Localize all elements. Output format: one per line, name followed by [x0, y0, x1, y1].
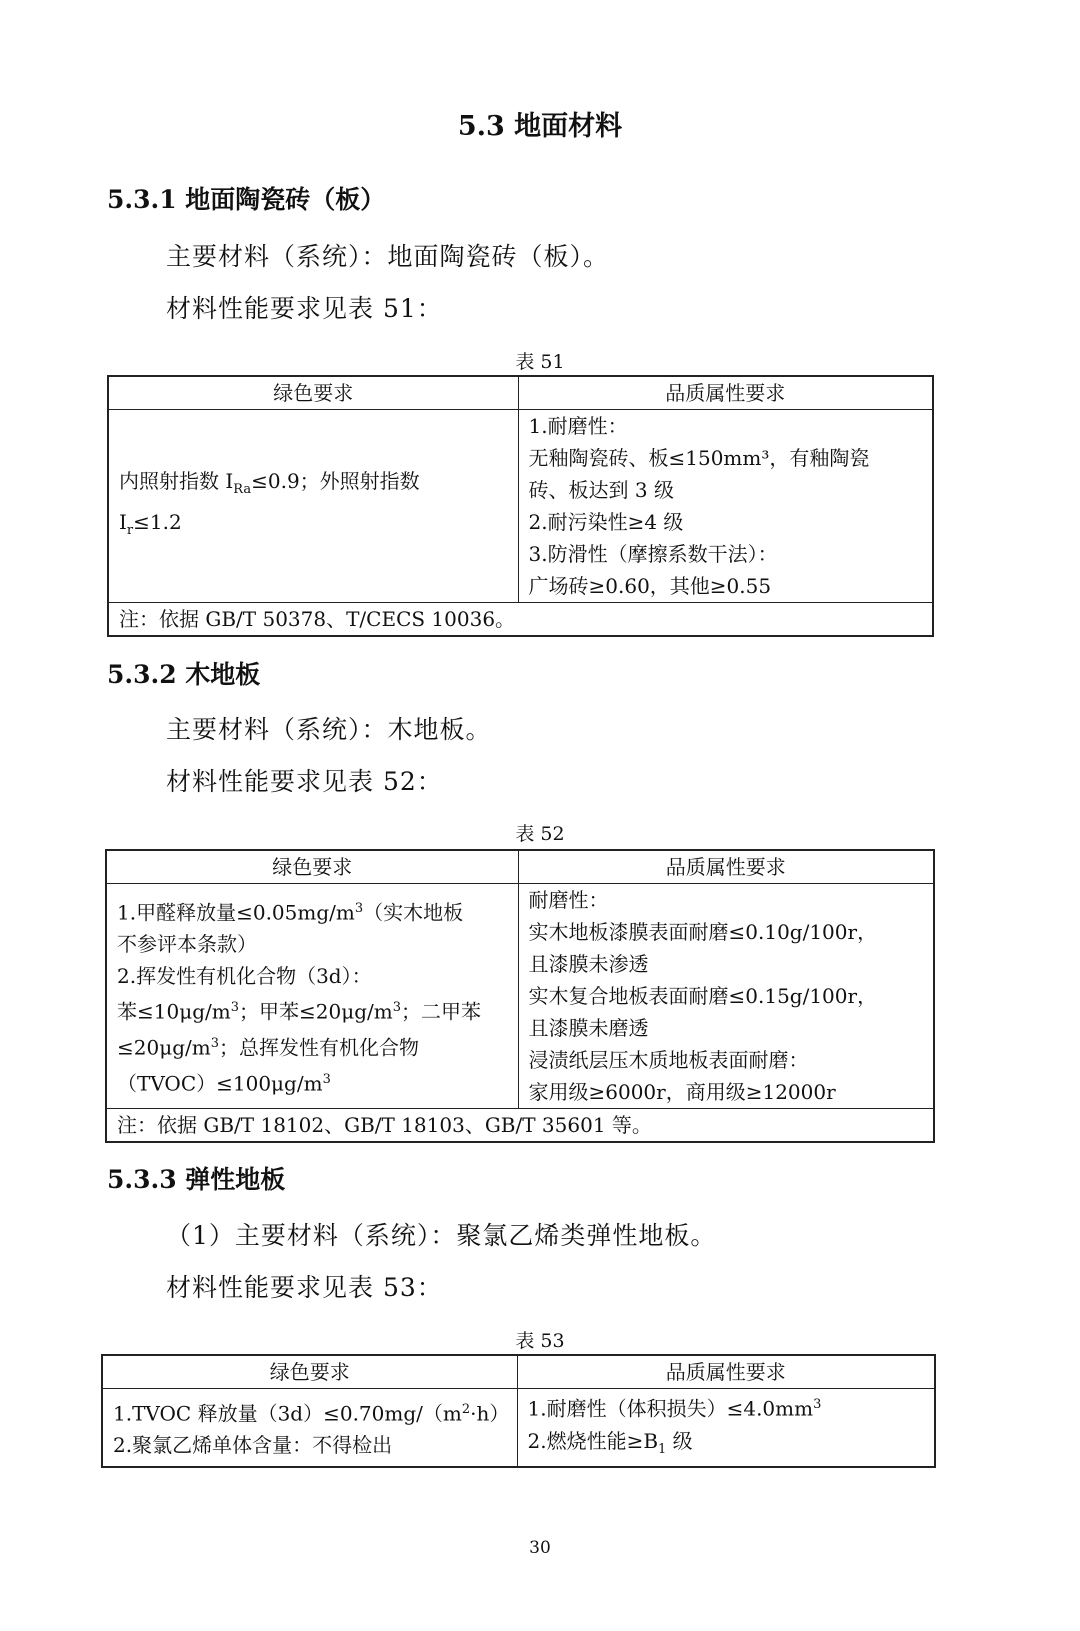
table-51-quality-cell: 1.耐磨性： 无釉陶瓷砖、板≤150mm³，有釉陶瓷 砖、板达到 3 级 2.耐污染性≥4 级 3.防滑性（摩擦系数干法）： 广场砖≥0.60，其他≥0.55 [518, 410, 933, 603]
table-caption-53: 表 53 [515, 1330, 565, 1352]
table-52-header-quality: 品质属性要求 [518, 850, 934, 884]
main-material-532: 主要材料（系统）：木地板。 [166, 715, 492, 744]
table-51-header-green: 绿色要求 [108, 376, 518, 410]
table-52-header-green: 绿色要求 [106, 850, 518, 884]
perf-ref-532: 材料性能要求见表 52： [166, 767, 443, 796]
table-52-note: 注：依据 GB/T 18102、GB/T 18103、GB/T 35601 等。 [106, 1109, 934, 1143]
page-number: 30 [529, 1538, 551, 1558]
main-material-531: 主要材料（系统）：地面陶瓷砖（板）。 [166, 242, 610, 271]
table-53-green-cell: 1.TVOC 释放量$(3d)\le 0.70mg/(m^2\cdot h)$ 2.聚氯乙烯单体含量：不得检出 [102, 1389, 517, 1467]
table-51-header-quality: 品质属性要求 [518, 376, 933, 410]
table-caption-52: 表 52 [515, 823, 565, 845]
perf-ref-531: 材料性能要求见表 51： [166, 294, 443, 323]
main-material-533: （1）主要材料（系统）：聚氯乙烯类弹性地板。 [166, 1221, 717, 1250]
perf-ref-533: 材料性能要求见表 53： [166, 1273, 443, 1302]
subsection-heading-532: 5.3.2 木地板 [107, 660, 261, 689]
table-53 [101, 1354, 936, 1468]
table-52-quality-cell: 耐磨性： 实木地板漆膜表面耐磨≤0.10g/100r， 且漆膜未渗透 实木复合地板表面耐磨≤0.15g/100r， 且漆膜未磨透 浸渍纸层压木质地板表面耐磨： 家用级≥6000r，商用级≥12000r [518, 884, 934, 1109]
table-53-header-green: 绿色要求 [102, 1355, 517, 1389]
table-caption-51: 表 51 [515, 351, 565, 373]
subsection-heading-533: 5.3.3 弹性地板 [107, 1165, 286, 1194]
section-title: 5.3 地面材料 [457, 111, 623, 142]
table-53-header-quality: 品质属性要求 [517, 1355, 935, 1389]
table-52 [105, 849, 935, 1143]
table-53-quality-cell: 1.耐磨性（体积损失）$\le 4.0mm^3$ 2.燃烧性能$\ge B_1$ 级 [517, 1389, 935, 1467]
subsection-heading-531: 5.3.1 地面陶瓷砖（板） [107, 185, 386, 214]
table-51-green-cell: 内照射指数 $I_{Ra}\le 0.9$；外照射指数 $I_r\le 1.2$ [108, 410, 518, 603]
table-51-note: 注：依据 GB/T 50378、T/CECS 10036。 [108, 603, 933, 637]
table-51 [107, 375, 934, 637]
table-52-green-cell: 1.甲醛释放量$\le 0.05mg/m^3$（实木地板 不参评本条款） 2.挥发性有机化合物（3d）： 苯$\le 10\mu g/m^3$；甲苯$\le 20\mu g/m^3$；二甲苯 $\le 20\mu g/m^3$；总挥发性有机化合物 $(TVOC)\le 100\mu g/m^3$ [106, 884, 518, 1109]
